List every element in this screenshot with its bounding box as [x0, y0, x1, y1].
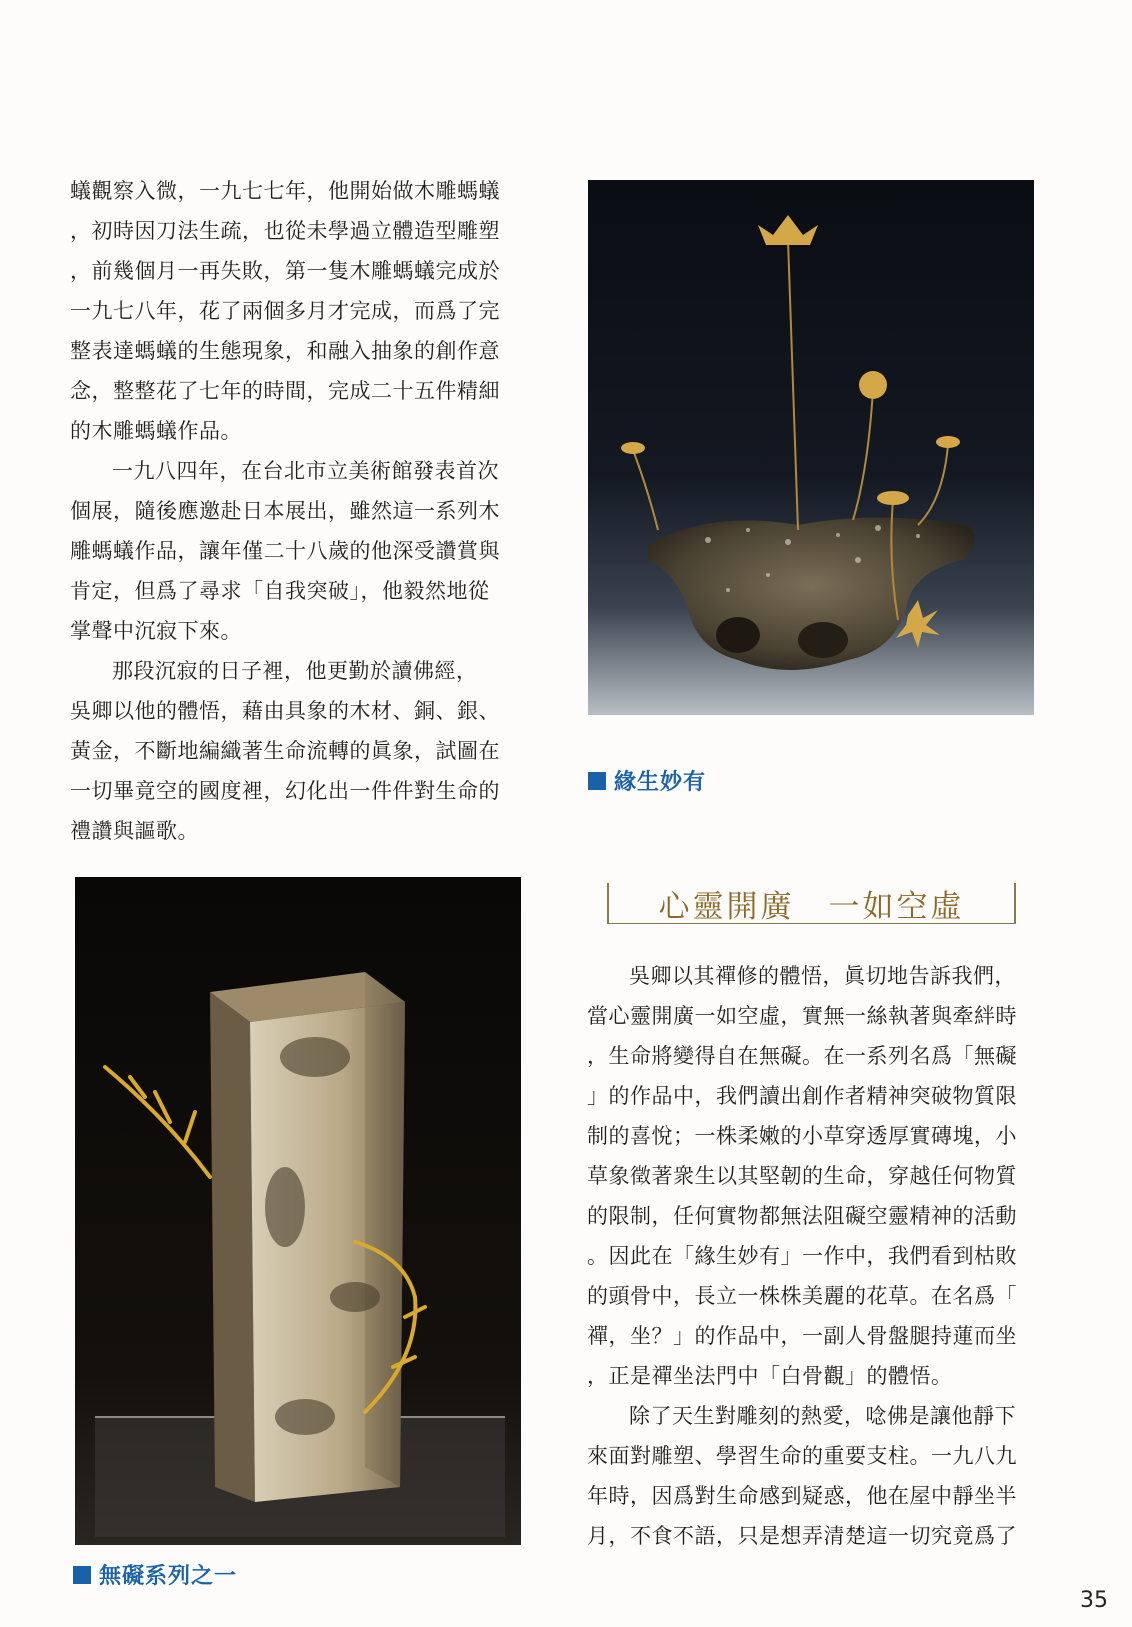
text-line: 。因此在「緣生妙有」一作中，我們看到枯敗: [587, 1244, 1017, 1268]
paragraph: [70, 651, 540, 851]
sculpture-photo-skull-flowers: [588, 180, 1034, 715]
text-line: 掌聲中沉寂下來。: [70, 619, 242, 643]
paragraph: [70, 451, 540, 651]
text-line: 當心靈開廣一如空虛，實無一絲執著與牽絆時: [587, 1004, 1017, 1028]
text-line: 月，不食不語，只是想弄清楚這一切究竟爲了: [587, 1524, 1017, 1548]
photo-caption: [73, 1559, 237, 1590]
caption-text: 無礙系列之一: [99, 1564, 238, 1589]
text-line: 雕螞蟻作品，讓年僅二十八歲的他深受讚賞與: [70, 539, 500, 563]
text-line: 禪，坐？」的作品中，一副人骨盤腿持蓮而坐: [587, 1324, 1017, 1348]
text-line: 的頭骨中，長立一株株美麗的花草。在名爲「: [587, 1284, 1017, 1308]
text-line: 那段沉寂的日子裡，他更勤於讀佛經，: [112, 659, 478, 683]
page-number: 35: [1080, 1588, 1108, 1613]
text-line: 一九八四年，在台北市立美術館發表首次: [112, 459, 499, 483]
photo-caption: [588, 765, 706, 796]
caption-text: 緣生妙有: [614, 770, 707, 795]
text-line: 的限制，任何實物都無法阻礙空靈精神的活動: [587, 1204, 1017, 1228]
text-line: 肯定，但爲了尋求「自我突破」，他毅然地從: [70, 579, 490, 603]
text-line: ，正是禪坐法門中「白骨觀」的體悟。: [587, 1364, 953, 1388]
text-line: 除了天生對雕刻的熱愛，唸佛是讓他靜下: [629, 1404, 1016, 1428]
text-line: 」的作品中，我們讀出創作者精神突破物質限: [587, 1084, 1017, 1108]
paragraph: [587, 1396, 1057, 1556]
right-text-column: [587, 956, 1057, 1556]
section-heading-text: 心靈開廣 一如空虛: [658, 888, 965, 925]
text-line: 蟻觀察入微，一九七七年，他開始做木雕螞蟻: [70, 179, 500, 203]
sculpture-photo-brick-grass: [75, 877, 521, 1545]
left-text-column: [70, 171, 540, 851]
text-line: 來面對雕塑、學習生命的重要支柱。一九八九: [587, 1444, 1017, 1468]
text-line: 吳卿以其禪修的體悟，眞切地告訴我們，: [629, 964, 1016, 988]
text-line: ，初時因刀法生疏，也從未學過立體造型雕塑: [70, 219, 500, 243]
paragraph: [70, 171, 540, 451]
paragraph: [587, 956, 1057, 1396]
text-line: 制的喜悅；一株柔嫩的小草穿透厚實磚塊，小: [587, 1124, 1017, 1148]
text-line: 草象徵著衆生以其堅韌的生命，穿越任何物質: [587, 1164, 1017, 1188]
text-line: 整表達螞蟻的生態現象，和融入抽象的創作意: [70, 339, 500, 363]
text-line: 念，整整花了七年的時間，完成二十五件精細: [70, 379, 500, 403]
text-line: 禮讚與謳歌。: [70, 819, 199, 843]
text-line: 年時，因爲對生命感到疑惑，他在屋中靜坐半: [587, 1484, 1017, 1508]
caption-square-icon: [73, 1566, 91, 1584]
text-line: 一切畢竟空的國度裡，幻化出一件件對生命的: [70, 779, 500, 803]
section-heading: [607, 883, 1016, 924]
text-line: 的木雕螞蟻作品。: [70, 419, 242, 443]
text-line: 黃金，不斷地編織著生命流轉的眞象，試圖在: [70, 739, 500, 763]
text-line: 吳卿以他的體悟，藉由具象的木材、銅、銀、: [70, 699, 500, 723]
text-line: ，生命將變得自在無礙。在一系列名爲「無礙: [587, 1044, 1017, 1068]
text-line: 一九七八年，花了兩個多月才完成，而爲了完: [70, 299, 500, 323]
text-line: 個展，隨後應邀赴日本展出，雖然這一系列木: [70, 499, 500, 523]
text-line: ，前幾個月一再失敗，第一隻木雕螞蟻完成於: [70, 259, 500, 283]
caption-square-icon: [588, 772, 606, 790]
